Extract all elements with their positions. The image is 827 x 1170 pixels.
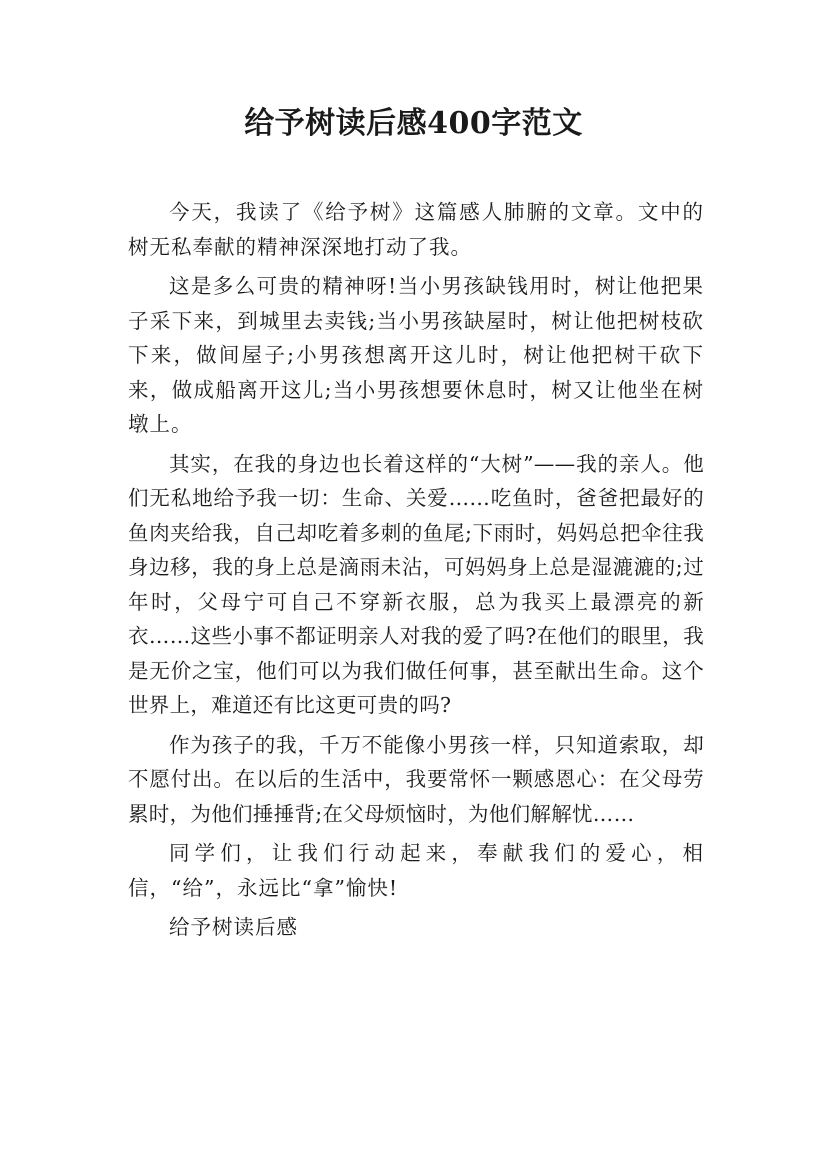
paragraph-gratitude: 作为孩子的我，千万不能像小男孩一样，只知道索取，却不愿付出。在以后的生活中，我要常怀一颗感恩心：在父母劳累时，为他们捶捶背;在父母烦恼时，为他们解解忧…… <box>128 732 704 826</box>
document-body <box>128 195 704 950</box>
paragraph-footer-title: 给予树读后感 <box>169 915 298 939</box>
paragraph-intro: 今天，我读了《给予树》这篇感人肺腑的文章。文中的树无私奉献的精神深深地打动了我。 <box>128 200 704 259</box>
document-title: 给予树读后感400字范文 <box>244 106 583 141</box>
paragraph-family: 其实，在我的身边也长着这样的“大树”——我的亲人。他们无私地给予我一切：生命、关爱……吃鱼时，爸爸把最好的鱼肉夹给我，自己却吃着多刺的鱼尾;下雨时，妈妈总把伞往我身边移，我的身上总是滴雨未沾，可妈妈身上总是湿漉漉的;过年时，父母宁可自己不穿新衣服，总为我买上最漂亮的新衣……这些小事不都证明亲人对我的爱了吗?在他们的眼里，我是无价之宝，他们可以为我们做任何事，甚至献出生命。这个世界上，难道还有比这更可贵的吗? <box>128 451 704 717</box>
paragraph-call-to-action: 同学们，让我们行动起来，奉献我们的爱心，相信，“给”，永远比“拿”愉快! <box>128 841 704 900</box>
paragraph-tree-spirit: 这是多么可贵的精神呀!当小男孩缺钱用时，树让他把果子采下来，到城里去卖钱;当小男孩缺屋时，树让他把树枝砍下来，做间屋子;小男孩想离开这儿时，树让他把树干砍下来，做成船离开这儿;当小男孩想要休息时，树又让他坐在树墩上。 <box>128 274 704 436</box>
